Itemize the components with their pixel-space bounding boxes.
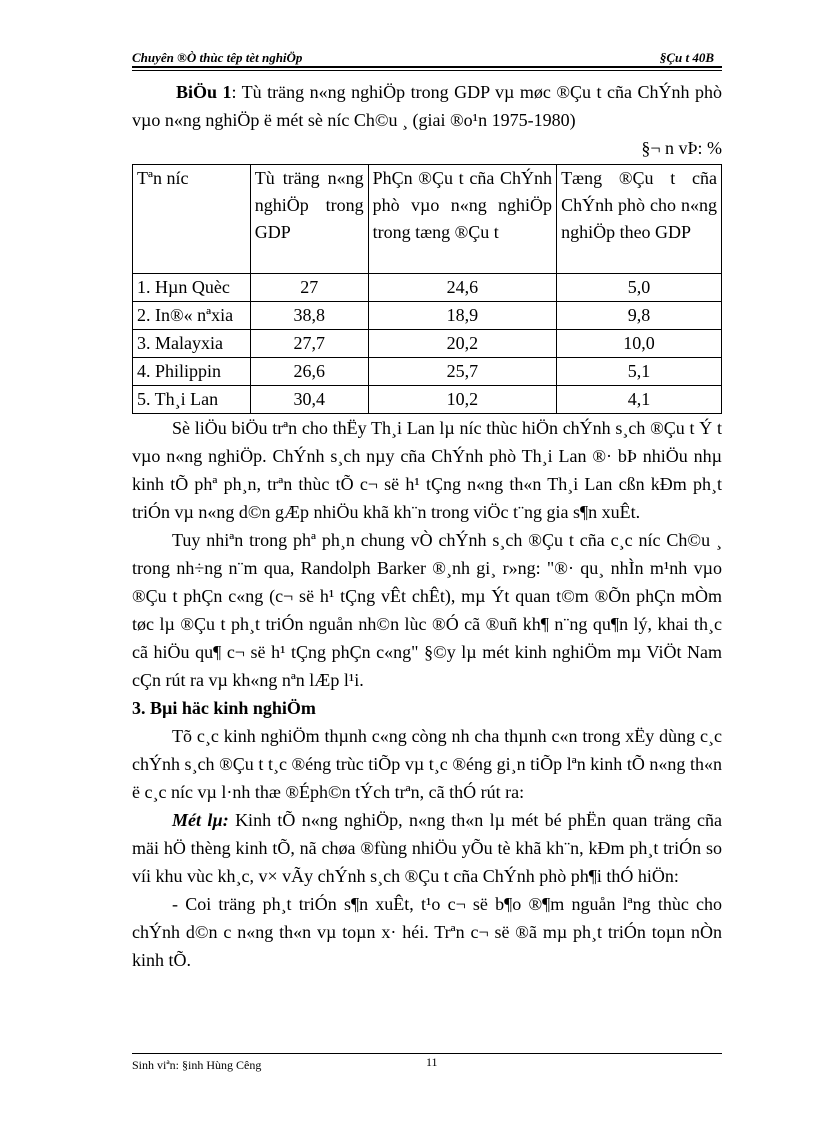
table-cell: 18,9 xyxy=(368,302,556,330)
table-row xyxy=(133,330,722,358)
table-cell: 5. Th¸i Lan xyxy=(133,386,251,414)
table-cell: 4,1 xyxy=(557,386,722,414)
section-heading: 3. Bµi häc kinh nghiÖm xyxy=(132,698,316,718)
table-cell: 30,4 xyxy=(250,386,368,414)
table-cell: 2. In®« nªxia xyxy=(133,302,251,330)
page-body xyxy=(132,78,722,974)
table-cell: 27,7 xyxy=(250,330,368,358)
table-cell: 9,8 xyxy=(557,302,722,330)
table-header-row xyxy=(133,165,722,274)
paragraph-text: Kinh tÕ n«ng nghiÖp, n«ng th«n lµ mét bé phËn quan träng cña mäi hÖ thèng kinh tÕ, nã chøa ®fùng nhiÖu yÕu tè khã kh¨n, kÐm ph¸t triÓn so víi khu vùc kh¸c, v× vÃy chÝnh s¸ch ®Çu t cña ChÝnh phò ph¶i thÓ hiÖn: xyxy=(132,810,722,886)
table-cell: 25,7 xyxy=(368,358,556,386)
table-cell: 26,6 xyxy=(250,358,368,386)
footer-rule xyxy=(132,1053,722,1054)
table-cell: 24,6 xyxy=(368,274,556,302)
table-cell: 4. Philippin xyxy=(133,358,251,386)
table-cell: 10,0 xyxy=(557,330,722,358)
table-header: Tªn níc xyxy=(133,165,251,274)
footer-author: Sinh viªn: §inh Hùng Cêng xyxy=(132,1058,262,1072)
page-header xyxy=(132,46,720,68)
table-header: PhÇn ®Çu t cña ChÝnh phò vµo n«ng nghiÖp trong tæng ®Çu t xyxy=(368,165,556,274)
header-title: Chuyên ®Ò thùc têp tèt nghiÖp xyxy=(132,50,303,65)
table-cell: 10,2 xyxy=(368,386,556,414)
paragraph xyxy=(132,806,722,890)
caption-label: BiÖu 1 xyxy=(176,82,232,102)
table-cell: 27 xyxy=(250,274,368,302)
table-cell: 5,0 xyxy=(557,274,722,302)
paragraph: Tõ c¸c kinh nghiÖm thµnh c«ng còng nh cha thµnh c«n trong xËy dùng c¸c chÝnh s¸ch ®Çu t t¸c ®éng trùc tiÕp vµ t¸c ®éng gi¸n tiÕp lªn kinh tÕ n«ng th«n ë c¸c níc vµ l·nh thæ ®Éph©n tÝch trªn, cã thÓ rút ra: xyxy=(132,726,722,802)
header-class: §Çu t 40B xyxy=(659,50,714,65)
table-row xyxy=(133,358,722,386)
table-cell: 3. Malayxia xyxy=(133,330,251,358)
table-header: Tæng ®Çu t cña ChÝnh phò cho n«ng nghiÖp theo GDP xyxy=(557,165,722,274)
paragraph: Tuy nhiªn trong phª ph¸n chung vÒ chÝnh s¸ch ®Çu t cña c¸c níc Ch©u ¸ trong nh÷ng n¨m qua, Randolph Barker ®¸nh gi¸ r»ng: "®· qu¸ nhÌn m¹nh vµo ®Çu t phÇn c«ng (c¬ së h¹ tÇng vÊt chÊt), mµ Ýt quan t©m ®Õn phÇn mÒm tøc lµ ®Çu t ph¸t triÓn nguån nh©n lùc ®Ó cã ®uñ kh¶ n¨ng qu¶n lý, khai th¸c cã hiÖu qu¶ c¬ së h¹ tÇng phÇn c«ng" §©y lµ mét kinh nghiÖm mµ ViÖt Nam cÇn rút ra vµ kh«ng nªn lÆp l¹i. xyxy=(132,530,722,690)
header-rule-thin xyxy=(132,70,722,71)
table-row xyxy=(133,386,722,414)
caption-text: : Tù träng n«ng nghiÖp trong GDP vµ møc ®Çu t cña ChÝnh phò vµo n«ng nghiÖp ë mét sè níc Ch©u ¸ (giai ®o¹n 1975-1980) xyxy=(132,82,722,130)
table-row xyxy=(133,274,722,302)
unit-label: §¬ n vÞ: % xyxy=(641,138,722,158)
paragraph: - Coi träng ph¸t triÓn s¶n xuÊt, t¹o c¬ së b¶o ®¶m nguån lªng thùc cho chÝnh d©n c n«ng th«n vµ toµn x· héi. Trªn c¬ së ®ã mµ ph¸t triÓn toµn nÒn kinh tÕ. xyxy=(132,894,722,970)
paragraph: Sè liÖu biÖu trªn cho thËy Th¸i Lan lµ níc thùc hiÖn chÝnh s¸ch ®Çu t Ý t vµo n«ng nghiÖp. ChÝnh s¸ch nµy cña ChÝnh phò Th¸i Lan ®· bÞ nhiÖu nhµ kinh tÕ phª ph¸n, trªn thùc tÕ c¬ së h¹ tÇng n«ng th«n Th¸i Lan cßn kÐm ph¸t triÓn vµ n«ng d©n gÆp nhiÖu khã kh¨n trong viÖc t¨ng gia s¶n xuÊt. xyxy=(132,418,722,522)
table-caption xyxy=(132,78,722,134)
emphasis-lead: Mét lµ: xyxy=(172,810,229,830)
table-cell: 1. Hµn Quèc xyxy=(133,274,251,302)
table-header: Tù träng n«ng nghiÖp trong GDP xyxy=(250,165,368,274)
table-row xyxy=(133,302,722,330)
page-number: 11 xyxy=(426,1055,438,1069)
table-cell: 20,2 xyxy=(368,330,556,358)
table-cell: 5,1 xyxy=(557,358,722,386)
table-cell: 38,8 xyxy=(250,302,368,330)
header-rule xyxy=(132,66,722,68)
data-table xyxy=(132,164,722,414)
